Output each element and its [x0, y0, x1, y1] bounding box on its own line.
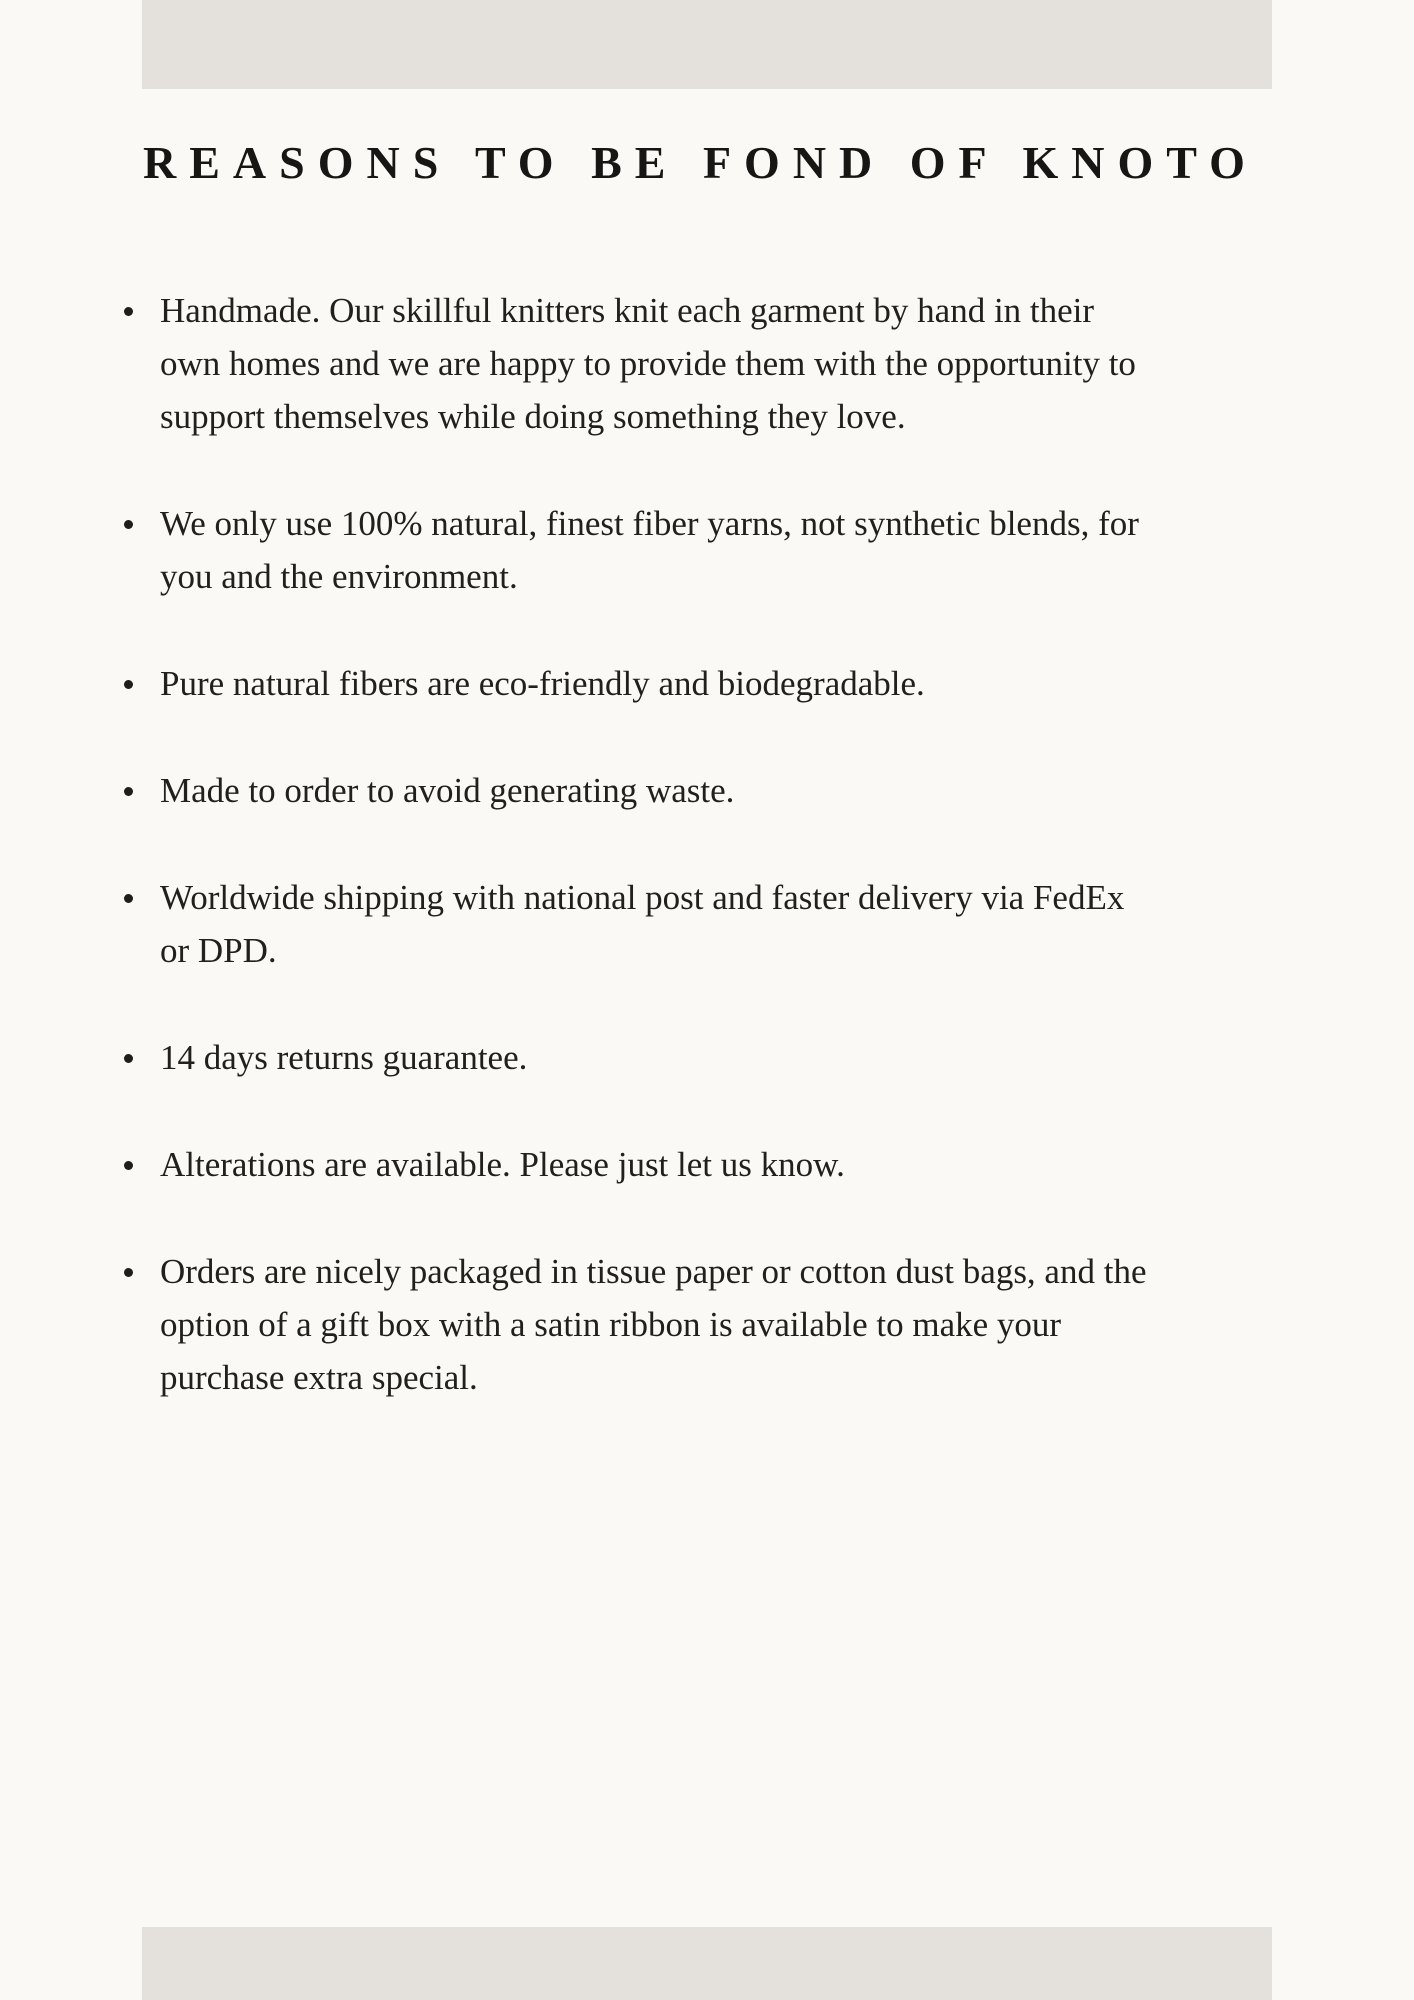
list-item-text — [160, 657, 925, 710]
bullet-icon — [124, 787, 133, 796]
list-item-text — [160, 764, 734, 817]
list-item — [124, 657, 1146, 710]
list-item-line: Pure natural fibers are eco-friendly and biodegradable. — [160, 664, 925, 703]
list-item-line: support themselves while doing something they love. — [160, 397, 906, 436]
list-item-line: Made to order to avoid generating waste. — [160, 771, 735, 810]
list-item-text — [160, 497, 1139, 603]
list-item — [124, 1138, 1146, 1191]
list-item-line: you and the environment. — [160, 557, 518, 596]
list-item — [124, 1245, 1146, 1404]
list-item — [124, 497, 1146, 603]
page-title: REASONS TO BE FOND OF KNOTO — [143, 137, 1258, 188]
list-item-line: Orders are nicely packaged in tissue paper or cotton dust bags, and the — [160, 1252, 1147, 1291]
bullet-icon — [124, 520, 133, 529]
list-item-line: 14 days returns guarantee. — [160, 1038, 528, 1077]
list-item — [124, 871, 1146, 977]
list-item-line: Handmade. Our skillful knitters knit each garment by hand in their — [160, 291, 1095, 330]
list-item-text — [160, 871, 1124, 977]
list-item-line: own homes and we are happy to provide them with the opportunity to — [160, 344, 1136, 383]
list-item-text — [160, 284, 1136, 443]
list-item-text — [160, 1138, 845, 1191]
list-item — [124, 1031, 1146, 1084]
list-item — [124, 764, 1146, 817]
list-item-line: Worldwide shipping with national post and faster delivery via FedEx — [160, 878, 1125, 917]
top-band — [142, 0, 1272, 89]
bullet-icon — [124, 680, 133, 689]
list-item-line: option of a gift box with a satin ribbon is available to make your — [160, 1305, 1062, 1344]
list-item-line: purchase extra special. — [160, 1358, 478, 1397]
bullet-icon — [124, 894, 133, 903]
bottom-band — [142, 1927, 1272, 2000]
reasons-list — [124, 284, 1146, 1458]
list-item-line: Alterations are available. Please just let us know. — [160, 1145, 845, 1184]
list-item-line: We only use 100% natural, finest fiber yarns, not synthetic blends, for — [160, 504, 1139, 543]
list-item-line: or DPD. — [160, 931, 277, 970]
bullet-icon — [124, 1054, 133, 1063]
list-item-text — [160, 1031, 527, 1084]
bullet-icon — [124, 307, 133, 316]
bullet-icon — [124, 1161, 133, 1170]
bullet-icon — [124, 1268, 133, 1277]
list-item-text — [160, 1245, 1146, 1404]
list-item — [124, 284, 1146, 443]
